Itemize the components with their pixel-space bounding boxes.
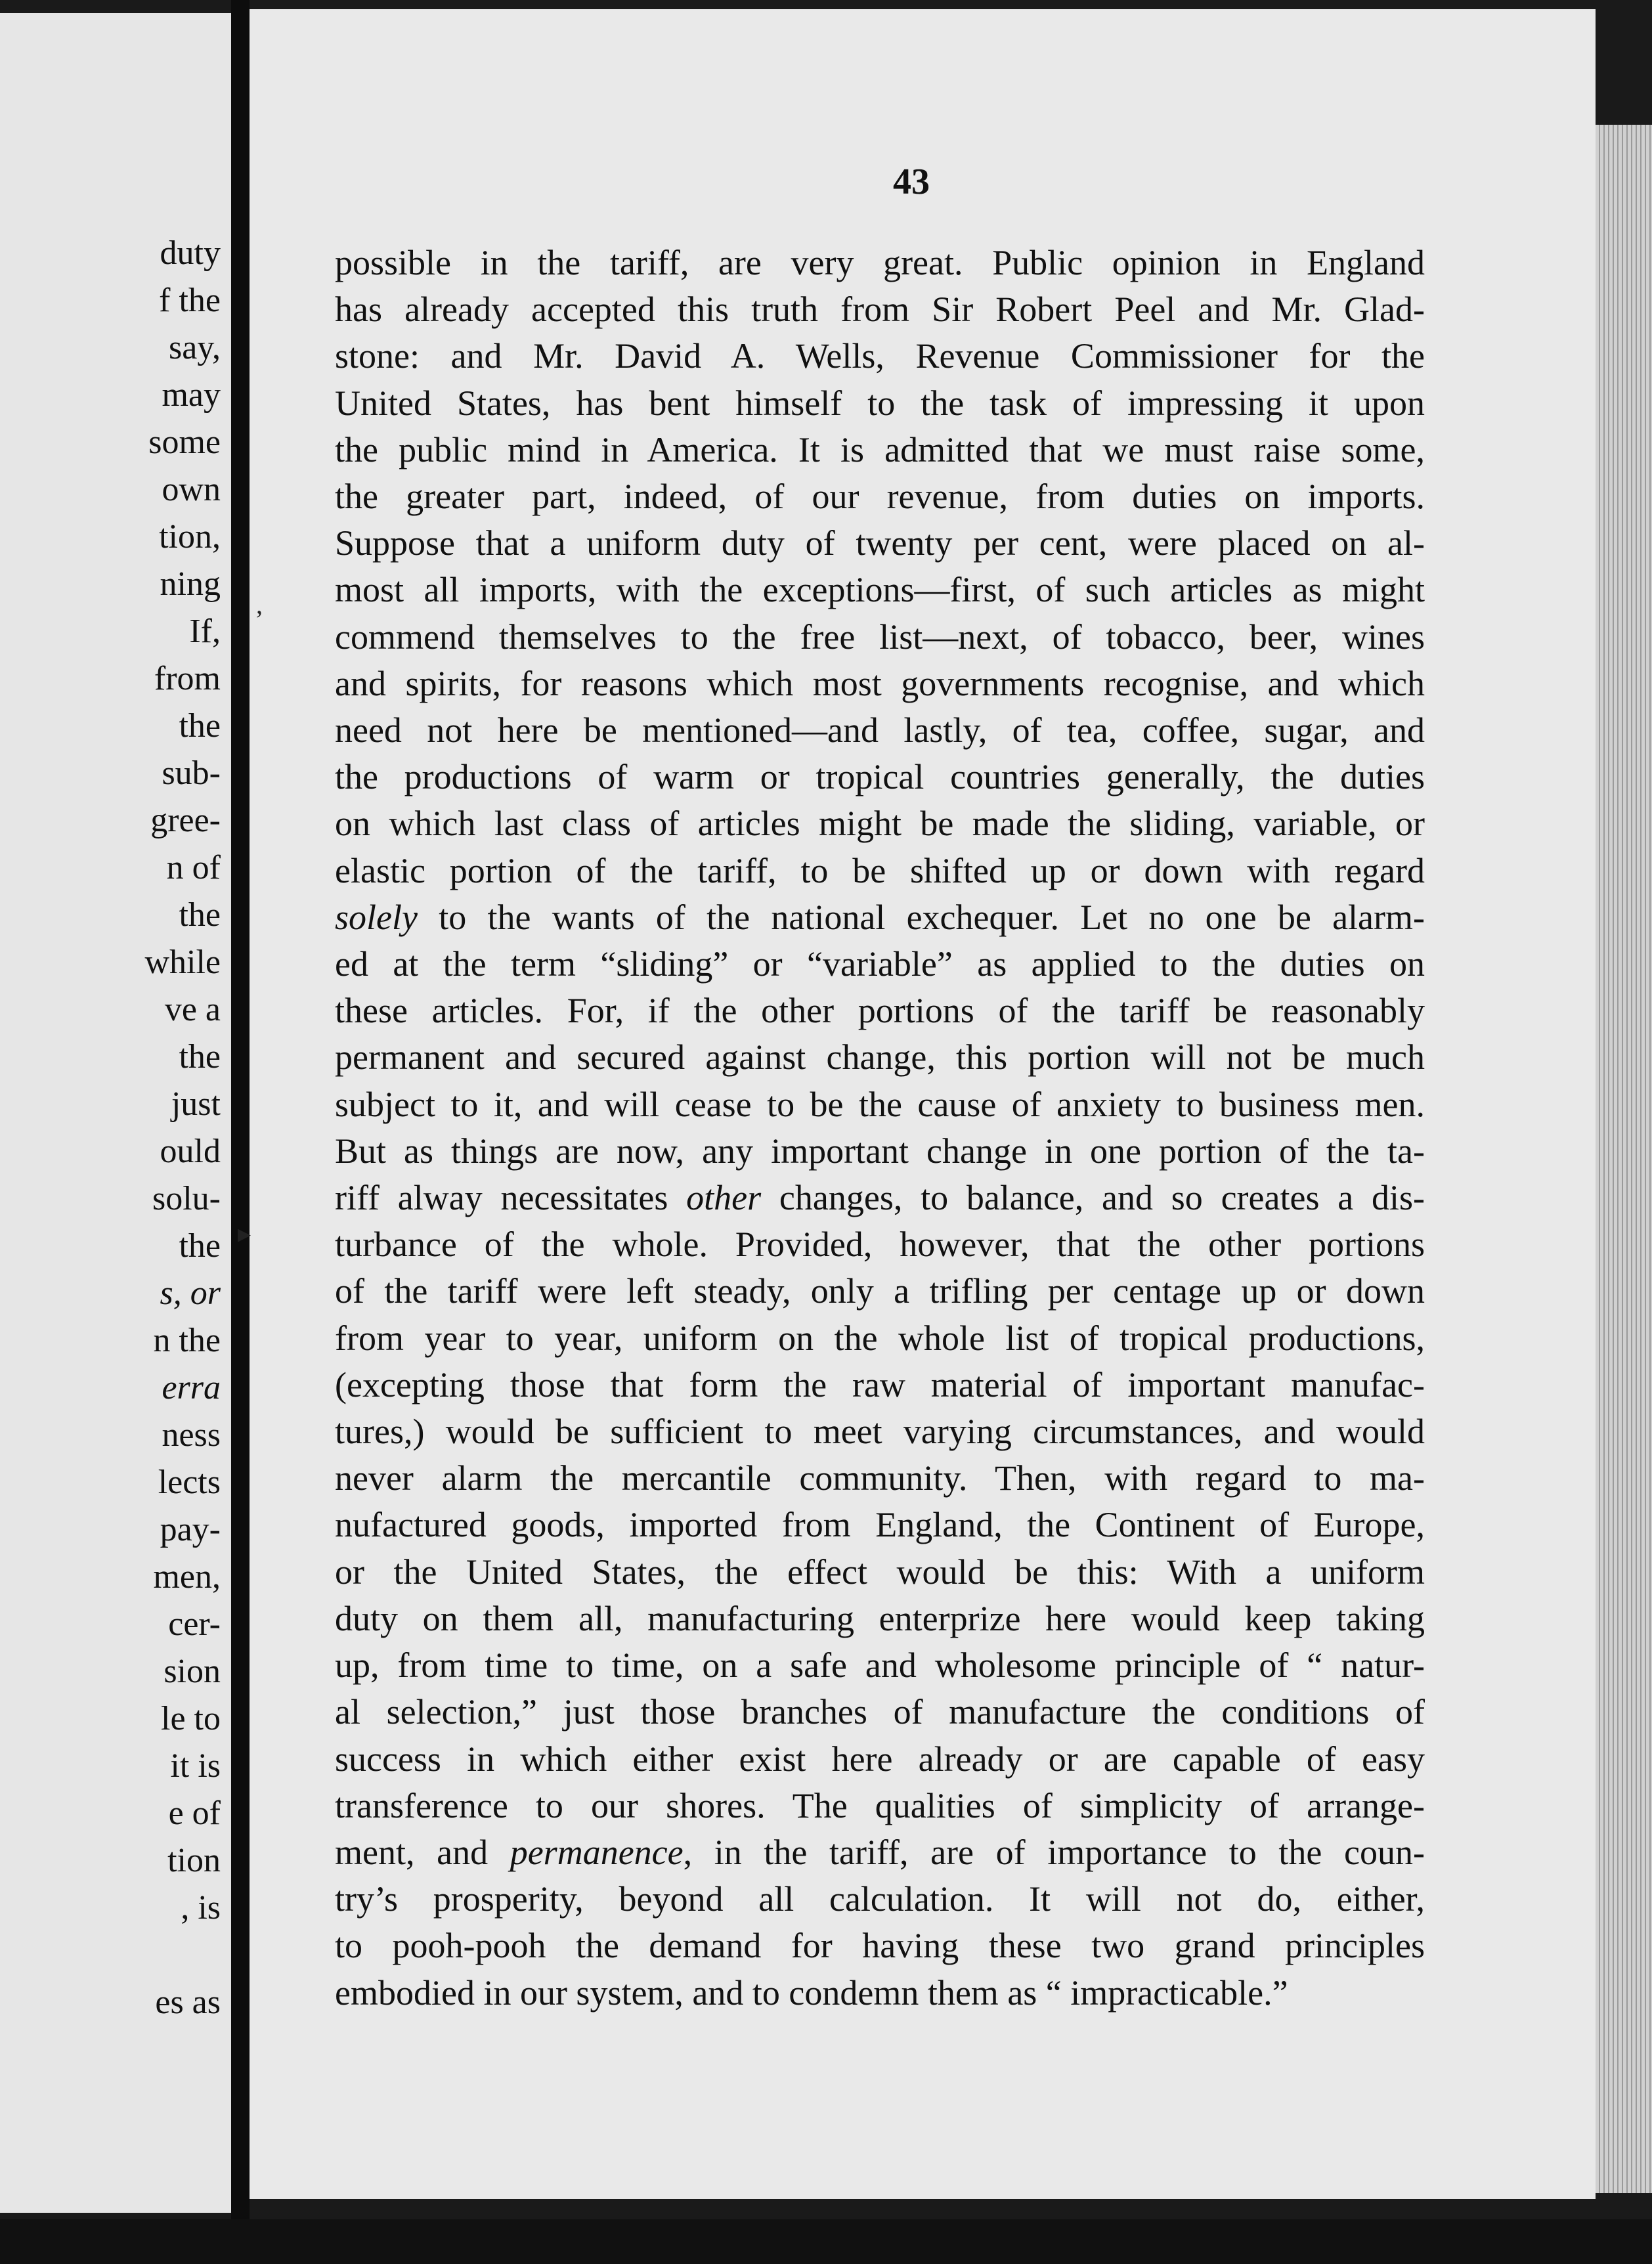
text-line: up, from time to time, on a safe and wholesome principle of “ natur- <box>335 1645 1425 1686</box>
left-margin-line: say, <box>169 329 221 366</box>
text-line: elastic portion of the tariff, to be shifted up or down with regard <box>335 850 1425 890</box>
text-line: permanent and secured against change, this portion will not be much <box>335 1037 1425 1078</box>
left-margin-line: es as <box>155 1984 221 2021</box>
text-line: to pooh-pooh the demand for having these two grand principles <box>335 1926 1425 1966</box>
text-line: subject to it, and will cease to be the cause of anxiety to business men. <box>335 1084 1425 1124</box>
left-margin-line: the <box>179 1038 221 1076</box>
text-line: But as things are now, any important change in one portion of the ta- <box>335 1131 1425 1171</box>
text-line: from year to year, uniform on the whole list of tropical productions, <box>335 1318 1425 1358</box>
left-margin-line: ould <box>160 1133 221 1170</box>
left-margin-line: just <box>171 1085 221 1123</box>
text-line: embodied in our system, and to condemn them as “ impracticable.” <box>335 1972 1288 2013</box>
left-margin-line: solu- <box>152 1180 221 1217</box>
text-line: never alarm the mercantile community. Then, with regard to ma- <box>335 1458 1425 1498</box>
left-margin-line: , is <box>181 1889 221 1927</box>
left-margin-line: If, <box>189 613 221 650</box>
text-line: need not here be mentioned—and lastly, of tea, coffee, sugar, and <box>335 710 1425 751</box>
text-line: ment, and permanence, in the tariff, are of importance to the coun- <box>335 1832 1425 1872</box>
text-line: solely to the wants of the national exchequer. Let no one be alarm- <box>335 897 1425 937</box>
left-margin-line: n the <box>153 1322 221 1359</box>
text-line: or the United States, the effect would be this: With a uniform <box>335 1552 1425 1592</box>
left-margin-line: le to <box>161 1700 221 1737</box>
text-line: (excepting those that form the raw material of important manufac- <box>335 1364 1425 1404</box>
left-margin-line: some <box>148 424 221 461</box>
left-margin-line: the <box>179 1227 221 1265</box>
text-line: success in which either exist here already or are capable of easy <box>335 1739 1425 1779</box>
left-page <box>0 13 231 2213</box>
left-margin-line: duty <box>160 234 221 272</box>
left-margin-line: the <box>179 896 221 934</box>
text-line: United States, has bent himself to the task of impressing it upon <box>335 383 1425 423</box>
left-margin-line: s, or <box>160 1274 221 1312</box>
book-gutter <box>231 0 250 2264</box>
text-line: commend themselves to the free list—next, of tobacco, beer, wines <box>335 617 1425 657</box>
left-margin-line: pay- <box>160 1511 221 1548</box>
left-margin-line: sion <box>163 1653 221 1690</box>
text-line: try’s prosperity, beyond all calculation. It will not do, either, <box>335 1879 1425 1919</box>
text-line: of the tariff were left steady, only a trifling per centage up or down <box>335 1271 1425 1311</box>
scan-bottom-edge <box>0 2219 1652 2264</box>
left-margin-line: the <box>179 707 221 745</box>
margin-mark: ’ <box>255 605 264 634</box>
text-line: ed at the term “sliding” or “variable” as applied to the duties on <box>335 944 1425 984</box>
text-line: and spirits, for reasons which most governments recognise, and which <box>335 663 1425 703</box>
left-margin-line: gree- <box>150 802 221 839</box>
margin-mark: ▸ <box>238 1219 251 1248</box>
text-line: the greater part, indeed, of our revenue, from duties on imports. <box>335 477 1425 517</box>
left-margin-line: lects <box>158 1464 221 1501</box>
left-margin-line: while <box>144 944 221 981</box>
left-margin-line: e of <box>168 1795 221 1832</box>
left-margin-line: ning <box>160 565 221 603</box>
text-line: duty on them all, manufacturing enterprize here would keep taking <box>335 1598 1425 1638</box>
left-margin-line: erra <box>162 1369 221 1406</box>
left-margin-line: tion, <box>159 518 221 555</box>
left-margin-line: cer- <box>168 1605 221 1643</box>
text-line: riff alway necessitates other changes, to balance, and so creates a dis- <box>335 1178 1425 1218</box>
text-line: tures,) would be sufficient to meet varying circumstances, and would <box>335 1412 1425 1452</box>
left-margin-line: from <box>154 660 221 697</box>
left-margin-line: n of <box>166 849 221 886</box>
page-number: 43 <box>893 162 930 202</box>
left-margin-line: men, <box>153 1558 221 1596</box>
left-margin-line: ness <box>162 1416 221 1454</box>
text-line: possible in the tariff, are very great. Public opinion in England <box>335 243 1425 282</box>
left-margin-line: sub- <box>162 754 221 792</box>
text-line: stone: and Mr. David A. Wells, Revenue Commissioner for the <box>335 336 1425 376</box>
text-line: al selection,” just those branches of manufacture the conditions of <box>335 1692 1425 1732</box>
left-margin-line: may <box>162 376 221 414</box>
text-line: the productions of warm or tropical countries generally, the duties <box>335 757 1425 797</box>
left-margin-line: f the <box>159 282 221 319</box>
text-line: transference to our shores. The qualities of simplicity of arrange- <box>335 1785 1425 1825</box>
left-margin-line: own <box>162 471 221 508</box>
text-line: on which last class of articles might be made the sliding, variable, or <box>335 804 1425 844</box>
left-margin-line: it is <box>170 1747 221 1785</box>
left-margin-line: ve a <box>164 991 221 1028</box>
left-page-margin-text <box>144 230 221 2026</box>
text-line: Suppose that a uniform duty of twenty per cent, were placed on al- <box>335 523 1425 563</box>
left-margin-line <box>144 1932 221 1979</box>
page-edge <box>1596 125 1652 2193</box>
text-line: these articles. For, if the other portions of the tariff be reasonably <box>335 991 1425 1031</box>
text-line: most all imports, with the exceptions—first, of such articles as might <box>335 570 1425 610</box>
left-margin-line: tion <box>167 1842 221 1879</box>
text-line: turbance of the whole. Provided, however, that the other portions <box>335 1225 1425 1265</box>
body-text <box>335 240 1425 2016</box>
text-line: has already accepted this truth from Sir Robert Peel and Mr. Glad- <box>335 290 1425 330</box>
text-line: nufactured goods, imported from England, the Continent of Europe, <box>335 1505 1425 1545</box>
text-line: the public mind in America. It is admitted that we must raise some, <box>335 429 1425 469</box>
